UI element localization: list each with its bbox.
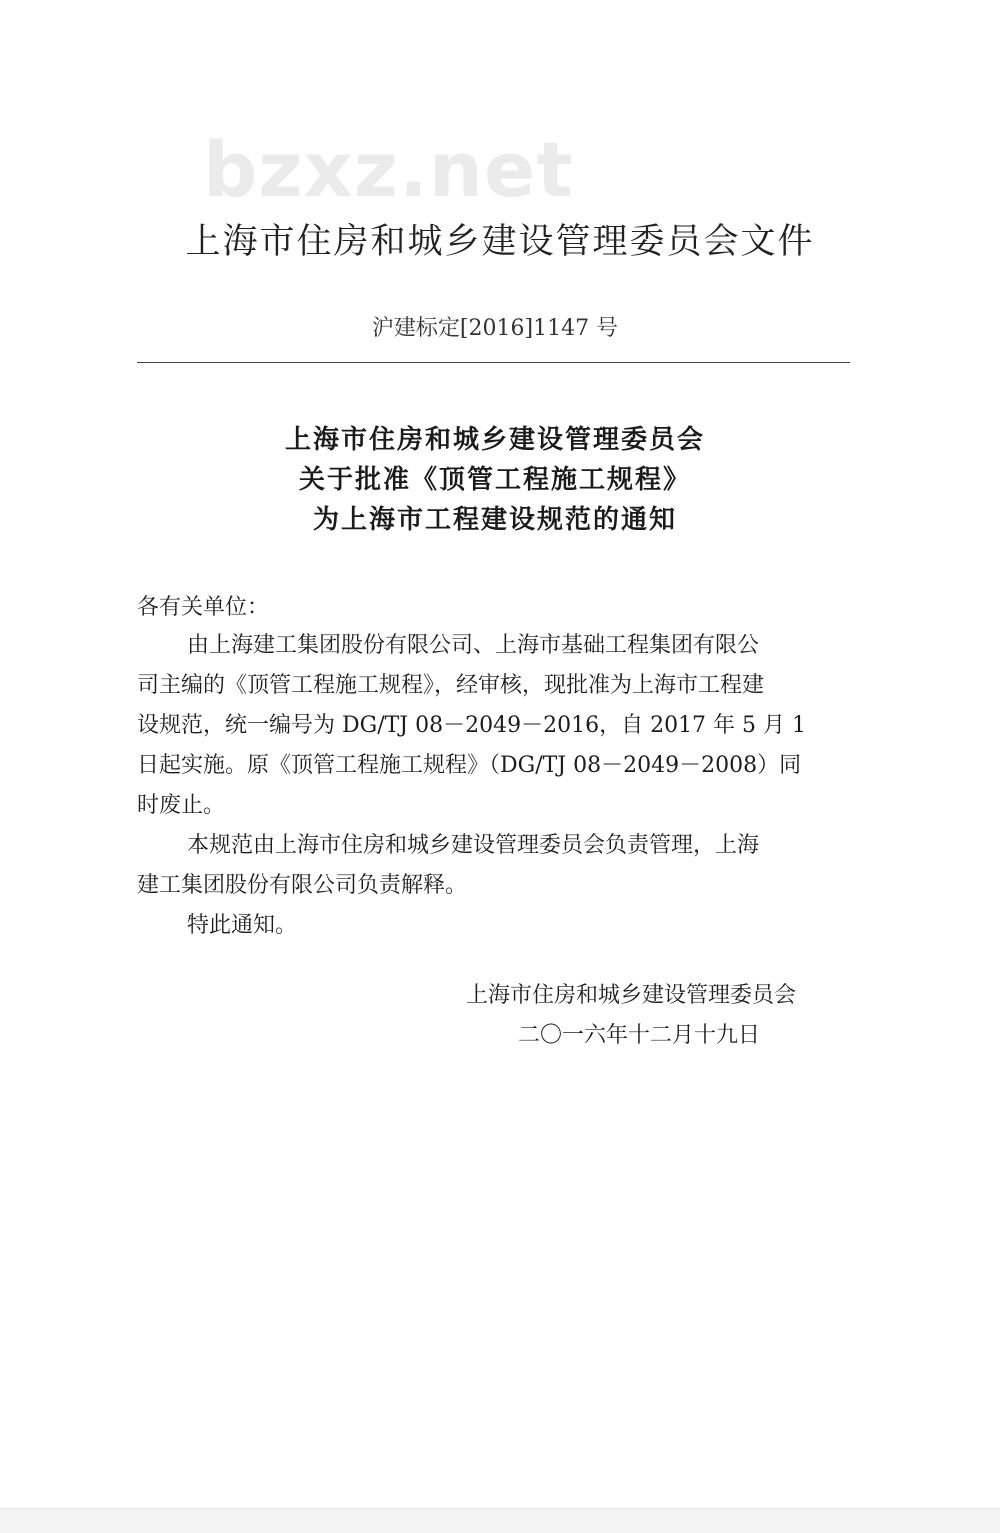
page-bottom-edge xyxy=(0,1508,1000,1533)
notice-title-line: 上海市住房和城乡建设管理委员会 xyxy=(284,425,705,455)
body-line: 日起实施。原《顶管工程施工规程》（DG/TJ 08－2049－2008）同 xyxy=(137,753,802,778)
notice-title-line: 为上海市工程建设规范的通知 xyxy=(312,505,677,535)
body-line: 时废止。 xyxy=(137,793,226,818)
body-line: 建工集团股份有限公司负责解释。 xyxy=(137,873,468,898)
body-line: 由上海建工集团股份有限公司、上海市基础工程集团有限公 xyxy=(187,633,760,658)
notice-body xyxy=(137,626,857,946)
notice-title xyxy=(0,420,990,540)
addressee: 各有关单位： xyxy=(137,595,270,620)
document-header-title: 上海市住房和城乡建设管理委员会文件 xyxy=(185,222,815,262)
signature-issuer: 上海市住房和城乡建设管理委员会 xyxy=(466,983,797,1008)
signature-block xyxy=(466,976,796,1056)
body-line: 本规范由上海市住房和城乡建设管理委员会负责管理，上海 xyxy=(187,833,760,858)
body-line: 设规范，统一编号为 DG/TJ 08－2049－2016，自 2017 年 5 月 1 xyxy=(137,713,807,738)
header-divider xyxy=(137,362,850,363)
signature-date: 二〇一六年十二月十九日 xyxy=(518,1023,761,1048)
body-line: 特此通知。 xyxy=(187,913,298,938)
watermark: bzxz.net xyxy=(203,125,574,214)
body-line: 司主编的《顶管工程施工规程》，经审核，现批准为上海市工程建 xyxy=(137,673,765,698)
document-number: 沪建标定[2016]1147 号 xyxy=(371,316,619,341)
notice-title-line: 关于批准《顶管工程施工规程》 xyxy=(298,465,691,495)
